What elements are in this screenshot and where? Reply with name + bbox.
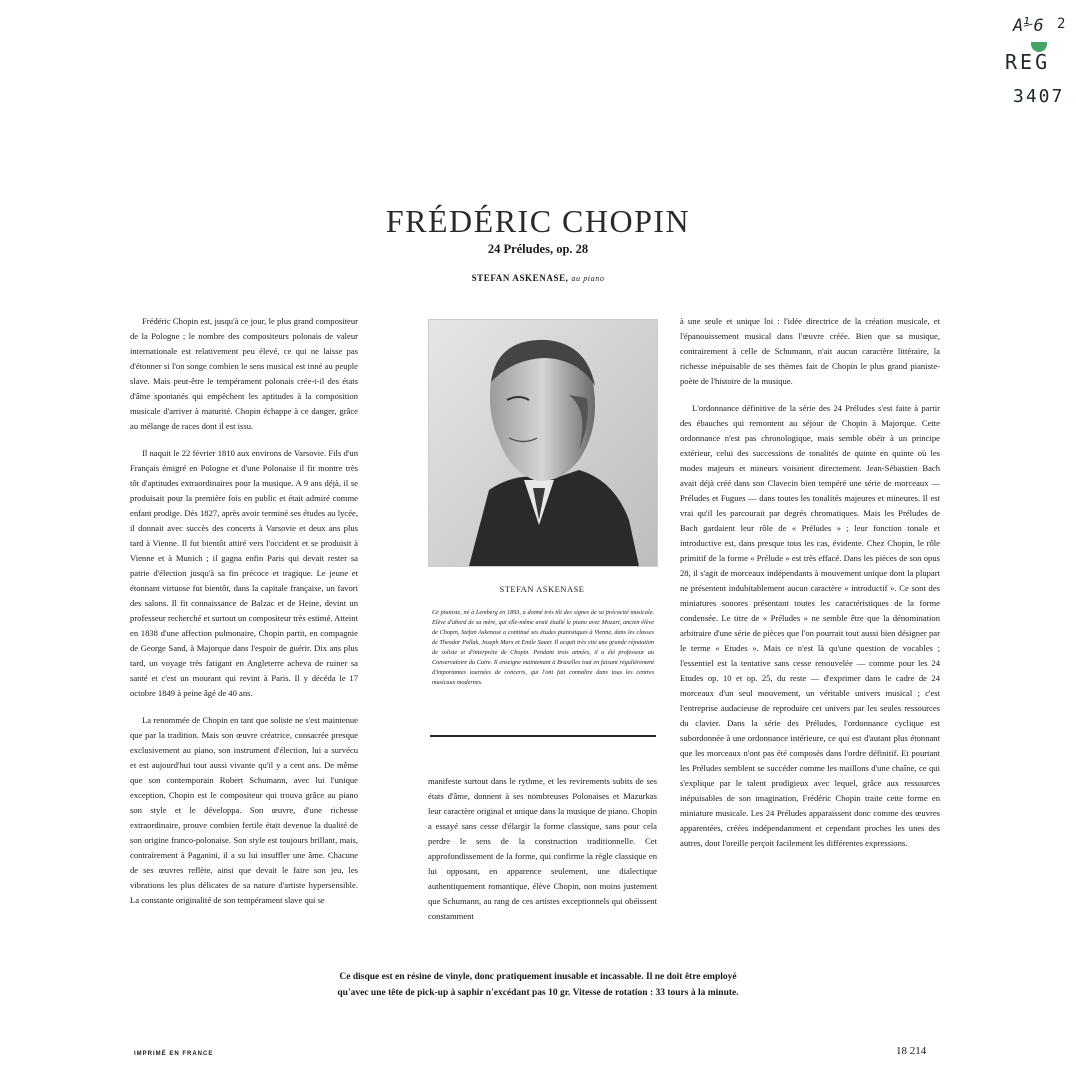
vinyl-notice <box>0 969 1076 1001</box>
catalog-number: 18 214 <box>896 1045 927 1057</box>
paragraph: La renommée de Chopin en tant que soliste ne s'est maintenue que par la tradition. Mais son œuvre créatrice, consacrée presque exclusivement au piano, son instrument d'élection, lui a survécu et est aujourd'hui tout aussi vivante qu'il y a cent ans. De même que son contemporain Robert Schumann, avec lui l'unique exception, Chopin est le compositeur qui trouva grâce au piano son style et le développa. Son œuvre, d'une richesse extraordinaire, prouve combien fertile était devenue la dualité de son origine franco-polonaise. Son style est toujours brillant, mais, contrairement à Paganini, il a su lui insuffler une âme. Chacune de ses œuvres reflète, ainsi que devait le faire son jeu, les vibrations les plus délicates de sa nature d'artiste hypersensible. La constante originalité de son tempérament slave qui se <box>130 715 358 905</box>
stamp-line-1b: 2 <box>1057 16 1066 32</box>
portrait-caption: STEFAN ASKENASE <box>499 584 585 594</box>
portrait-illustration <box>429 320 657 566</box>
imprint-label: IMPRIMÉ EN FRANCE <box>134 1051 214 1057</box>
paragraph: Frédéric Chopin est, jusqu'à ce jour, le plus grand compositeur de la Pologne ; le nombre des compositeurs polonais de valeur internationale est relativement peu élevé, ce qui ne laisse pas d'étonner si l'on songe combien le sens musical est inné au peuple slave. Mais peut-être le tempérament polonais crée-t-il des états d'âme spontanés qui empêchent les aptitudes à la composition musicale d'arriver à maturité. Chopin échappe à ce danger, grâce au mélange de races dont il est issu. <box>130 316 358 431</box>
stamp-line-2: REG <box>1005 50 1051 74</box>
paragraph: L'ordonnance définitive de la série des 24 Préludes s'est faite à partir des ébauches qui remontent au séjour de Chopin à Majorque. Cette ordonnance n'est pas chronologique, mais semble obéir à un principe extérieur, celui des successions de tonalités de quinte en quinte où les modes majeurs et mineurs voisinent directement. Jean-Sébastien Bach avait déjà créé dans son Clavecin bien tempéré une série de morceaux — Préludes et Fugues — dans toutes les tonalités majeures et mineures. Il est vrai qu'il les parcourait par degrés chromatiques. Mais les Préludes de Bach gardaient leur rôle de « Préludes » ; leur fonction tonale et introductive est, dans presque tous les cas, évidente. Chez Chopin, le rôle primitif de la forme « Prélude » est très effacé. Dans les pièces de son opus 28, il s'agit de morceaux indépendants à mouvement unique dont la plupart ne présentent indubitablement aucun caractère « introductif ». Ce sont des miniatures sonores présentant toutes les caractéristiques de la forme condensée. Le titre de « Préludes » ne semble être que la dénomination arbitraire d'une série de pièces que l'on pourrait tout aussi bien désigner par le terme « Etudes ». Mais ce n'est là qu'une question de vocables ; l'essentiel est la tentative sans cesse renouvelée — comme pour les 24 Etudes op. 10 et op. 25, du reste — d'exprimer dans le cadre de 24 morceaux d'un seul mouvement, un véritable univers musical ; c'est l'entreprise audacieuse de reproduire cet univers par les seules ressources du clavier. Dans la série des Préludes, l'ordonnance cyclique est subordonnée à une ordonnance intérieure, ce qui est d'autant plus étonnant que les morceaux n'ont pas été composés dans l'ordre définitif. Et pourtant les Préludes semblent se succéder comme les maillons d'une chaîne, ce qui s'explique par le talent prodigieux avec lequel, grâce aux ressources inépuisables de son imagination, Frédéric Chopin traite cette forme en miniature musicale. Les 24 Préludes apparaissent donc comme des œuvres apparentées, créées indépendamment et cependant proches les unes des autres, dont l'oreille perçoit facilement les différentes expressions. <box>680 403 940 848</box>
stamp-line-3: 3407 <box>1013 86 1065 107</box>
notice-line-2: qu'avec une tête de pick-up à saphir n'excédant pas 10 gr. Vitesse de rotation : 33 tours à la minute. <box>337 988 739 998</box>
paragraph: à une seule et unique loi : l'idée directrice de la création musicale, et l'épanouissement musical dans l'œuvre créée. Bien que sa musique, contrairement à celle de Schumann, n'ait aucun caractère littéraire, la richesse inépuisable de ses thèmes fait de Chopin le plus grand pianiste-poète de l'histoire de la musique. <box>680 316 940 386</box>
page-title: FRÉDÉRIC CHOPIN <box>385 203 691 239</box>
performer-name: STEFAN ASKENASE, <box>471 273 569 283</box>
stamp-line-1: A⅟6 <box>1013 16 1044 36</box>
text-column-2 <box>428 774 657 936</box>
divider-rule <box>430 735 656 737</box>
performer-role: au piano <box>571 274 605 283</box>
text-column-1 <box>130 314 358 920</box>
paragraph: Il naquit le 22 février 1810 aux environs de Varsovie. Fils d'un Français émigré en Pologne et d'une Polonaise il fit montre très tôt d'aptitudes extraordinaires pour la musique. A 9 ans déjà, il se produisait pour la première fois en public et était admiré comme enfant prodige. Dès 1827, après avoir terminé ses études au lycée, il donnait avec succès des concerts à Varsovie et deux ans plus tard à Vienne. Il fut bientôt attiré vers l'occident et se produisit à Vienne et à Munich ; il gagna enfin Paris qui devait rester sa patrie d'élection jusqu'à sa fin précoce et tragique. Le jeune et étonnant virtuose fut bientôt, dans la capitale française, un favori des salons. Il fit connaissance de Balzac et de Heine, devint un professeur recherché et surtout un compositeur très estimé. Atteint en 1838 d'une affection pulmonaire, Chopin partit, en compagnie de George Sand, à Majorque dans l'espoir de guérir. Dix ans plus tard, un voyage très fatigant en Angleterre acheva de ruiner sa santé et c'est un mourant qui revint à Paris. Il y décéda le 17 octobre 1849 à peine âgé de 40 ans. <box>130 448 358 698</box>
notice-line-1: Ce disque est en résine de vinyle, donc pratiquement inusable et incassable. Il ne doit être employé <box>339 972 737 982</box>
work-subtitle: 24 Préludes, op. 28 <box>487 242 589 256</box>
paragraph: manifeste surtout dans le rythme, et les revirements subits de ses états d'âme, donnent à ses nombreuses Polonaises et Mazurkas leur caractère original et unique dans la musique de piano. Chopin a essayé sans cesse d'élargir la forme classique, sans pour cela perdre le sens de la construction traditionnelle. Cet approfondissement de la forme, qui confirme la règle classique en lui opposant, en apparence seulement, une dialectique authentiquement romantique, élève Chopin, non moins justement que Schumann, au rang de ces artistes exceptionnels qui obéissent constamment <box>428 776 657 921</box>
performer-bio: Ce pianiste, né à Lemberg en 1893, a donné très tôt des signes de sa précocité musicale. Elève d'abord de sa mère, qui elle-même avait étudié le piano avec Mozart, ancien élève de Chopin, Stefan Askenase a continué ses études pianistiques à Vienne, dans les classes de Theodor Pollak, Joseph Marx et Emile Sauer. Il acquit très vite une grande réputation de soliste et d'interprète de Chopin. Pendant trois années, il a été professeur au Conservatoire du Caire. Il enseigne maintenant à Bruxelles tout en faisant régulièrement d'importantes tournées de concerts, qui l'ont fait connaître dans tous les centres musicaux modernes. <box>432 609 654 686</box>
portrait-photo <box>428 319 658 567</box>
handwritten-catalog-stamp <box>985 14 1066 107</box>
performer-line <box>0 273 1076 283</box>
text-column-3 <box>680 314 940 863</box>
